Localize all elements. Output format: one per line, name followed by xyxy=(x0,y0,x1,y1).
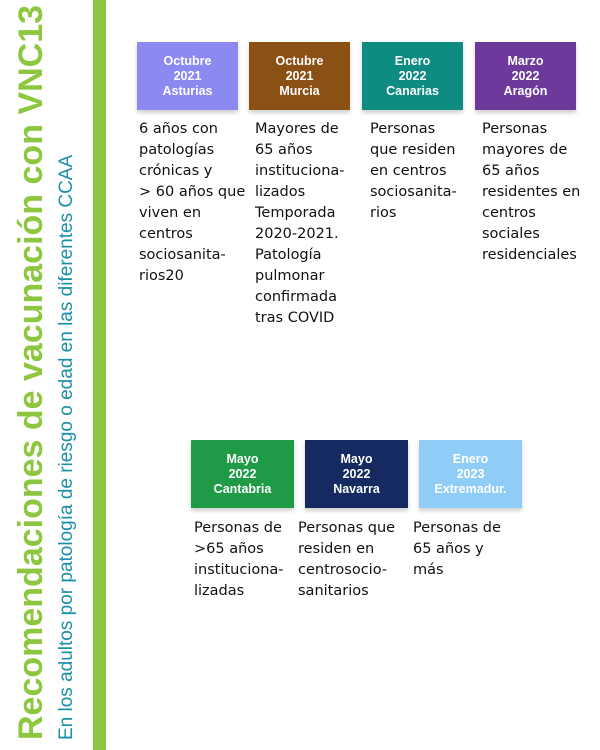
card-month: Mayo xyxy=(340,451,373,466)
card-region: Murcia xyxy=(279,83,320,98)
card-text-extremadura: Personas de 65 años y más xyxy=(413,520,501,578)
card-region: Asturias xyxy=(162,83,213,98)
card-head-cantabria xyxy=(191,440,294,508)
card-head-murcia xyxy=(249,42,350,110)
card-month: Enero xyxy=(452,451,489,466)
card-head-extremadura xyxy=(419,440,522,508)
card-month: Octubre xyxy=(275,53,324,68)
card-head-canarias xyxy=(362,42,463,110)
card-region: Navarra xyxy=(333,481,380,496)
card-head-navarra xyxy=(305,440,408,508)
card-head-asturias xyxy=(137,42,238,110)
card-year: 2021 xyxy=(173,68,202,83)
card-region: Canarias xyxy=(386,83,439,98)
card-region: Cantabria xyxy=(213,481,272,496)
title-block xyxy=(10,4,80,740)
card-month: Enero xyxy=(394,53,431,68)
card-month: Octubre xyxy=(163,53,212,68)
title-main: Recomendaciones de vacunación con VNC13 xyxy=(12,4,50,740)
card-text-asturias: 6 años con patologías crónicas y > 60 años que viven en centros sociosanita- rios20 xyxy=(139,121,246,284)
card-text-cantabria: Personas de >65 años instituciona- lizadas xyxy=(194,520,284,599)
side-title xyxy=(0,0,90,750)
title-subtitle: En los adultos por patología de riesgo o edad en las diferentes CCAA xyxy=(56,154,77,740)
card-text-murcia: Mayores de 65 años instituciona- lizados Temporada 2020-2021. Patología pulmonar confirmada tras COVID xyxy=(255,121,345,326)
green-divider-bar xyxy=(93,0,106,750)
card-region: Aragón xyxy=(503,83,548,98)
card-year: 2022 xyxy=(342,466,371,481)
card-text-aragon: Personas mayores de 65 años residentes en centros sociales residenciales xyxy=(482,121,581,263)
card-region: Extremadur. xyxy=(434,481,507,496)
card-year: 2021 xyxy=(285,68,314,83)
card-head-aragon xyxy=(475,42,576,110)
card-year: 2022 xyxy=(398,68,427,83)
card-month: Marzo xyxy=(507,53,544,68)
card-month: Mayo xyxy=(226,451,259,466)
card-year: 2022 xyxy=(511,68,540,83)
card-text-canarias: Personas que residen en centros sociosanita- rios xyxy=(370,121,457,221)
card-year: 2022 xyxy=(228,466,257,481)
card-year: 2023 xyxy=(456,466,485,481)
card-text-navarra: Personas que residen en centrosocio- sanitarios xyxy=(298,520,396,599)
